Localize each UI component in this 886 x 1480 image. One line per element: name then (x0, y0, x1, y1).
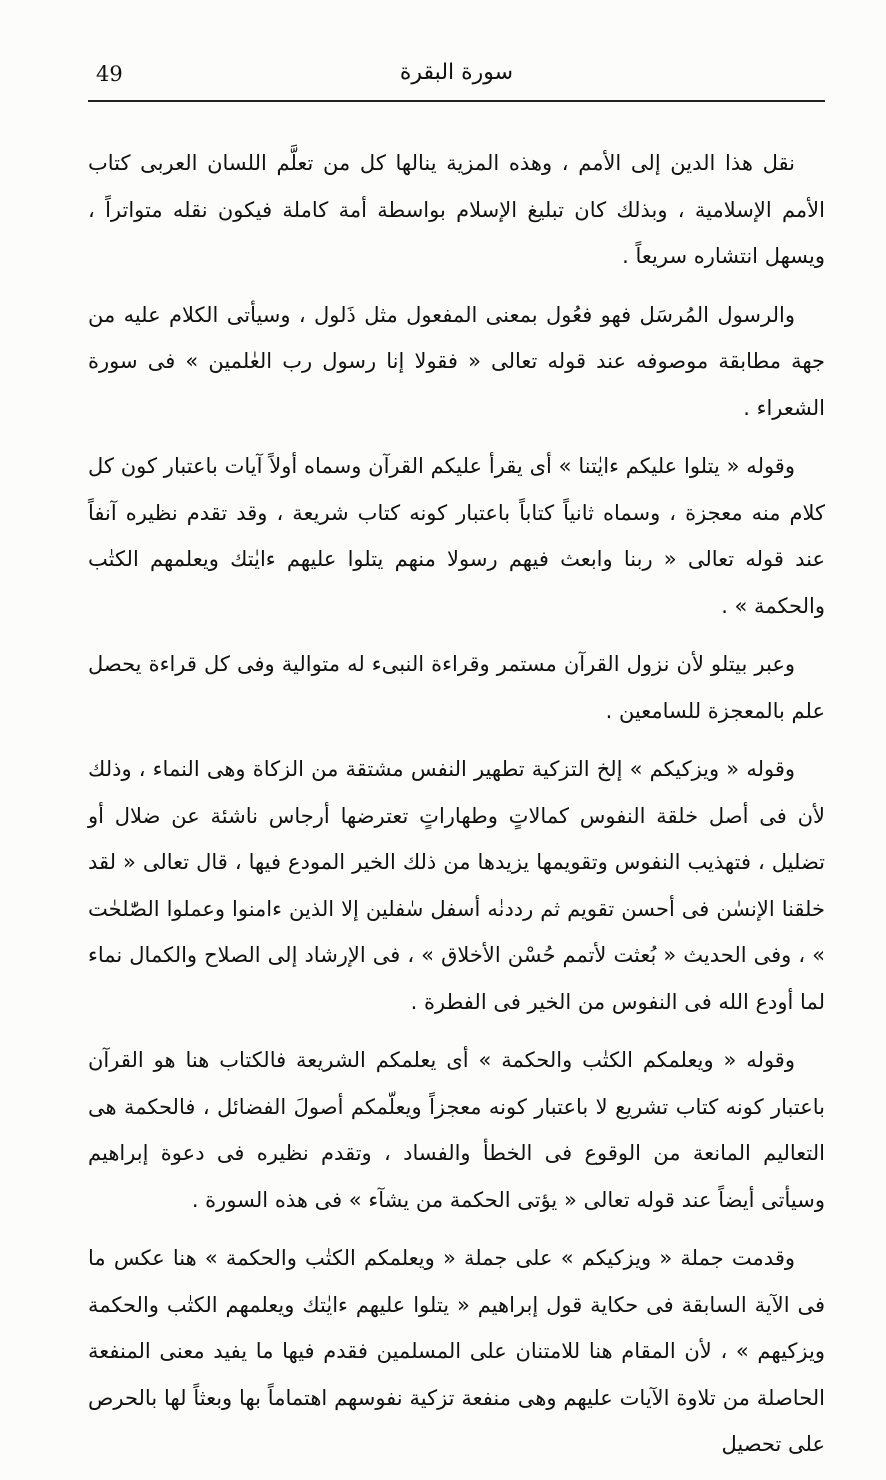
paragraph: وقدمت جملة « ويزكيكم » على جملة « ويعلمكم الكتٰب والحكمة » هنا عكس ما فى الآية السابقة فى حكاية قول إبراهيم « يتلوا عليهم ءايٰتك ويعلمهم الكتٰب والحكمة ويزكيهم » ، لأن المقام هنا للامتنان على المسلمين فقدم فيها ما يفيد معنى المنفعة الحاصلة من تلاوة الآيات عليهم وهى منفعة تزكية نفوسهم اهتماماً بها وبعثاً لها بالحرص على تحصيل (88, 1246, 825, 1456)
paragraph: وقوله « يتلوا عليكم ءايٰتنا » أى يقرأ عليكم القرآن وسماه أولاً آيات باعتبار كون كل كلام منه معجزة ، وسماه ثانياً كتاباً باعتبار كونه كتاب شريعة ، وقد تقدم نظيره آنفاً عند قوله تعالى « ربنا وابعث فيهم رسولا منهم يتلوا عليهم ءايٰتك ويعلمهم الكتٰب والحكمة » . (88, 454, 825, 618)
page-header (88, 56, 825, 102)
paragraph: وقوله « ويعلمكم الكتٰب والحكمة » أى يعلمكم الشريعة فالكتاب هنا هو القرآن باعتبار كونه كتاب تشريع لا باعتبار كونه معجزاً ويعلّمكم أصولَ الفضائل ، فالحكمة هى التعاليم المانعة من الوقوع فى الخطأ والفساد ، وتقدم نظيره فى دعوة إبراهيم وسيأتى أيضاً عند قوله تعالى « يؤتى الحكمة من يشآء » فى هذه السورة . (88, 1048, 825, 1212)
paragraph: وعبر بيتلو لأن نزول القرآن مستمر وقراءة النبىء له متوالية وفى كل قراءة يحصل علم بالمعجزة للسامعين . (88, 652, 825, 723)
paragraph: نقل هذا الدين إلى الأمم ، وهذه المزية ينالها كل من تعلَّم اللسان العربى كتاب الأمم الإسلامية ، وبذلك كان تبليغ الإسلام بواسطة أمة كاملة فيكون نقله متواتراً ، ويسهل انتشاره سريعاً . (88, 151, 825, 268)
page-number: 49 (96, 62, 123, 86)
header-rule (88, 100, 825, 102)
body-text (88, 140, 825, 1480)
paragraph: والرسول المُرسَل فهو فعُول بمعنى المفعول مثل ذَلول ، وسيأتى الكلام عليه من جهة مطابقة موصوفه عند قوله تعالى « فقولا إنا رسول رب العٰلمين » فى سورة الشعراء . (88, 302, 825, 420)
paragraph: وقوله « ويزكيكم » إلخ التزكية تطهير النفس مشتقة من الزكاة وهى النماء ، وذلك لأن فى أصل خلقة النفوس كمالاتٍ وطهاراتٍ تعترضها أرجاس ناشئة عن ضلال أو تضليل ، فتهذيب النفوس وتقويمها يزيدها من ذلك الخير المودع فيها ، قال تعالى « لقد خلقنا الإنسٰن فى أحسن تقويم ثم رددنٰه أسفل سٰفلين إلا الذين ءامنوا وعملوا الصّٰلحٰت » ، وفى الحديث « بُعثت لأتمم حُسْن الأخلاق » ، فى الإرشاد إلى الصلاح والكمال نماء لما أودع الله فى النفوس من الخير فى الفطرة . (88, 757, 825, 1014)
running-title: سورة البقرة (399, 60, 514, 85)
